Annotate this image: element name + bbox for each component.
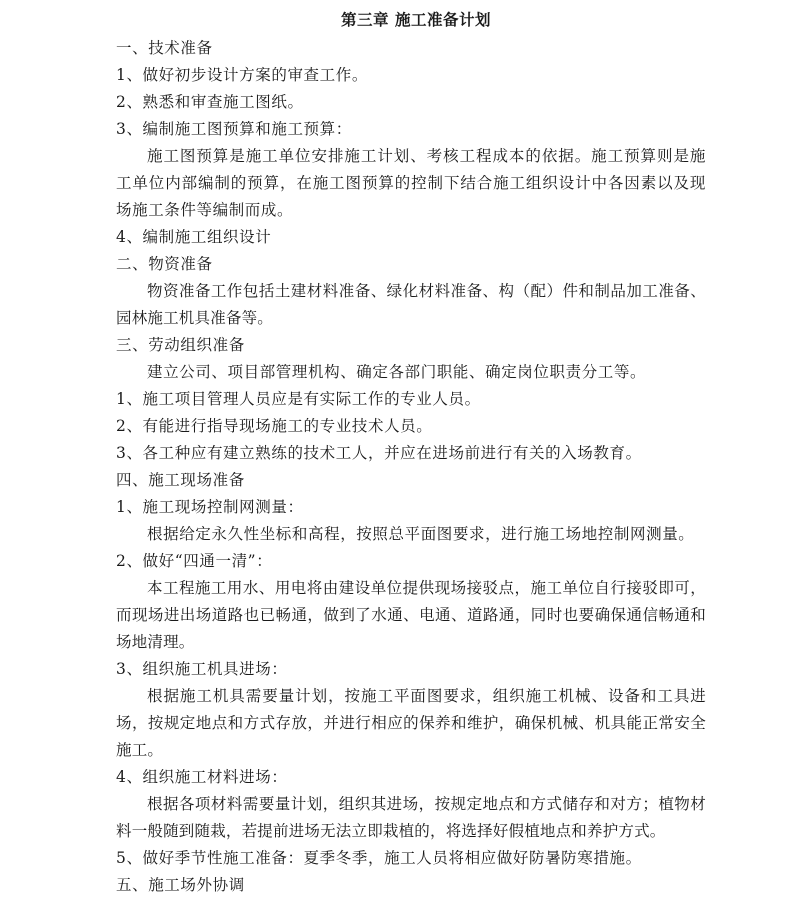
list-item: 3、编制施工图预算和施工预算： <box>116 120 352 138</box>
section-heading: 三、劳动组织准备 <box>116 336 245 354</box>
paragraph: 建立公司、项目部管理机构、确定各部门职能、确定岗位职责分工等。 <box>147 363 647 381</box>
list-item: 1、做好初步设计方案的审查工作。 <box>116 66 368 84</box>
paragraph: 施工图预算是施工单位安排施工计划、考核工程成本的依据。施工预算则是施工单位内部编制的预算，在施工图预算的控制下结合施工组织设计中各因素以及现场施工条件等编制而成。 <box>116 147 706 219</box>
document-page <box>116 8 706 899</box>
list-item: 4、组织施工材料进场： <box>116 768 288 786</box>
list-item: 2、做好“四通一清”： <box>116 552 273 570</box>
list-item: 3、组织施工机具进场： <box>116 660 288 678</box>
paragraph: 根据施工机具需要量计划，按施工平面图要求，组织施工机械、设备和工具进场，按规定地点和方式存放，并进行相应的保养和维护，确保机械、机具能正常安全施工。 <box>116 687 706 759</box>
list-item: 5、做好季节性施工准备：夏季冬季，施工人员将相应做好防暑防寒措施。 <box>116 849 642 867</box>
list-item: 2、有能进行指导现场施工的专业技术人员。 <box>116 417 433 435</box>
paragraph: 根据各项材料需要量计划，组织其进场，按规定地点和方式储存和对方；植物材料一般随到随栽，若提前进场无法立即栽植的，将选择好假植地点和养护方式。 <box>116 795 706 840</box>
section-heading: 二、物资准备 <box>116 255 213 273</box>
paragraph: 根据给定永久性坐标和高程，按照总平面图要求，进行施工场地控制网测量。 <box>147 525 695 543</box>
chapter-title: 第三章 施工准备计划 <box>341 10 491 29</box>
section-heading: 一、技术准备 <box>116 39 213 57</box>
list-item: 1、施工现场控制网测量： <box>116 498 304 516</box>
paragraph: 本工程施工用水、用电将由建设单位提供现场接驳点，施工单位自行接驳即可，而现场进出场道路也已畅通，做到了水通、电通、道路通，同时也要确保通信畅通和场地清理。 <box>116 579 706 651</box>
list-item: 3、各工种应有建立熟练的技术工人，并应在进场前进行有关的入场教育。 <box>116 444 642 462</box>
section-heading: 五、施工场外协调 <box>116 876 245 894</box>
list-item: 1、施工项目管理人员应是有实际工作的专业人员。 <box>116 390 481 408</box>
paragraph: 物资准备工作包括土建材料准备、绿化材料准备、构（配）件和制品加工准备、园林施工机具准备等。 <box>116 282 706 327</box>
list-item: 2、熟悉和审查施工图纸。 <box>116 93 304 111</box>
list-item: 4、编制施工组织设计 <box>116 228 272 246</box>
section-heading: 四、施工现场准备 <box>116 471 245 489</box>
